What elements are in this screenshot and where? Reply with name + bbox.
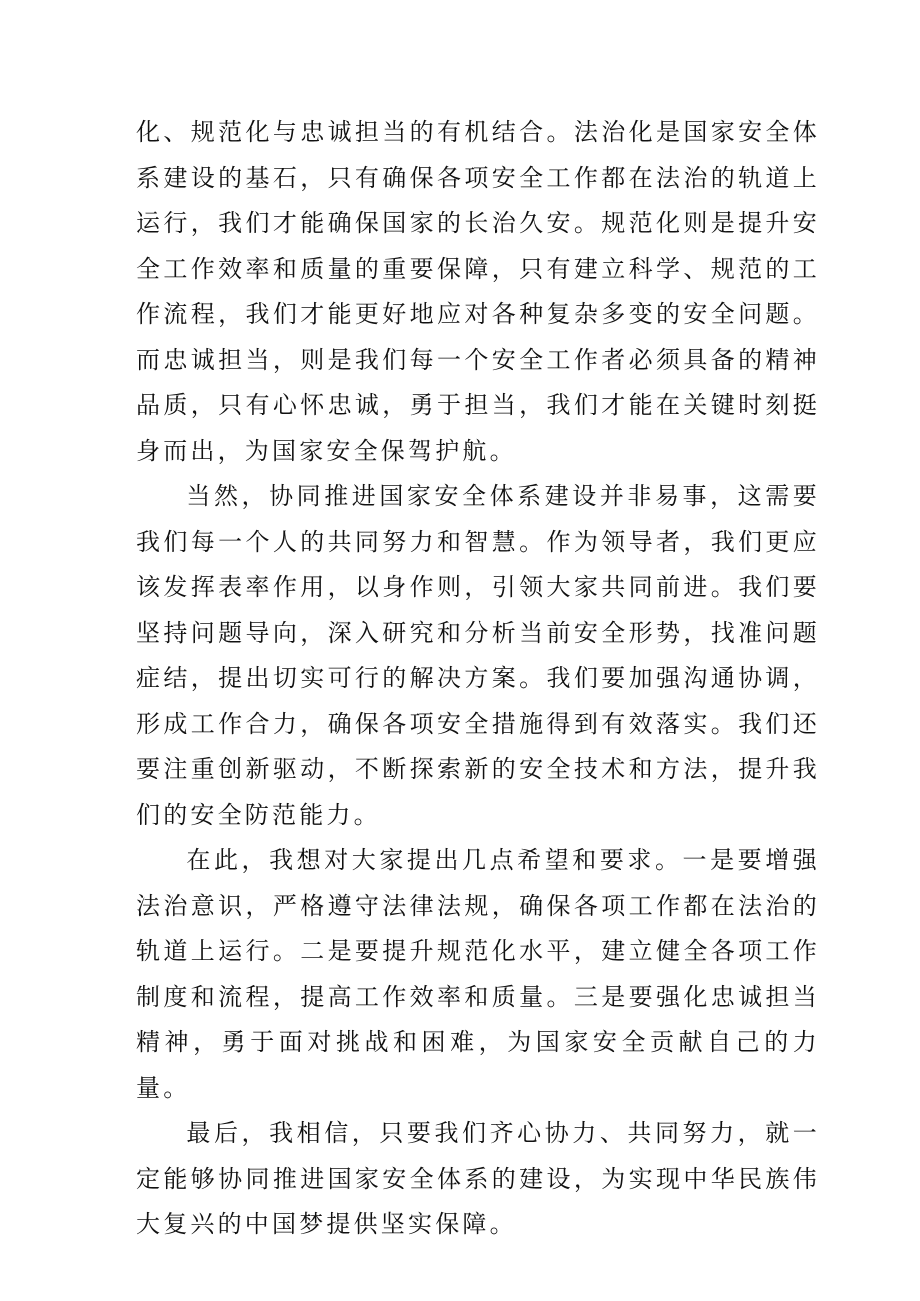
paragraph-continued: 化、规范化与忠诚担当的有机结合。法治化是国家安全体系建设的基石，只有确保各项安全工作都在法治的轨道上运行，我们才能确保国家的长治久安。规范化则是提升安全工作效率和质量的重要保障，只有建立科学、规范的工作流程，我们才能更好地应对各种复杂多变的安全问题。而忠诚担当，则是我们每一个安全工作者必须具备的精神品质，只有心怀忠诚，勇于担当，我们才能在关键时刻挺身而出，为国家安全保驾护航。 [136, 118, 820, 465]
paragraph-requirements: 在此，我想对大家提出几点希望和要求。一是要增强法治意识，严格遵守法律法规，确保各项工作都在法治的轨道上运行。二是要提升规范化水平，建立健全各项工作制度和流程，提高工作效率和质量。三是要强化忠诚担当精神，勇于面对挑战和困难，为国家安全贡献自己的力量。 [136, 846, 820, 1102]
paragraph-conclusion: 最后，我相信，只要我们齐心协力、共同努力，就一定能够协同推进国家安全体系的建设，为实现中华民族伟大复兴的中国梦提供坚实保障。 [136, 1119, 820, 1238]
paragraph-collaboration: 当然，协同推进国家安全体系建设并非易事，这需要我们每一个人的共同努力和智慧。作为领导者，我们更应该发挥表率作用，以身作则，引领大家共同前进。我们要坚持问题导向，深入研究和分析当前安全形势，找准问题症结，提出切实可行的解决方案。我们要加强沟通协调，形成工作合力，确保各项安全措施得到有效落实。我们还要注重创新驱动，不断探索新的安全技术和方法，提升我们的安全防范能力。 [136, 482, 820, 829]
